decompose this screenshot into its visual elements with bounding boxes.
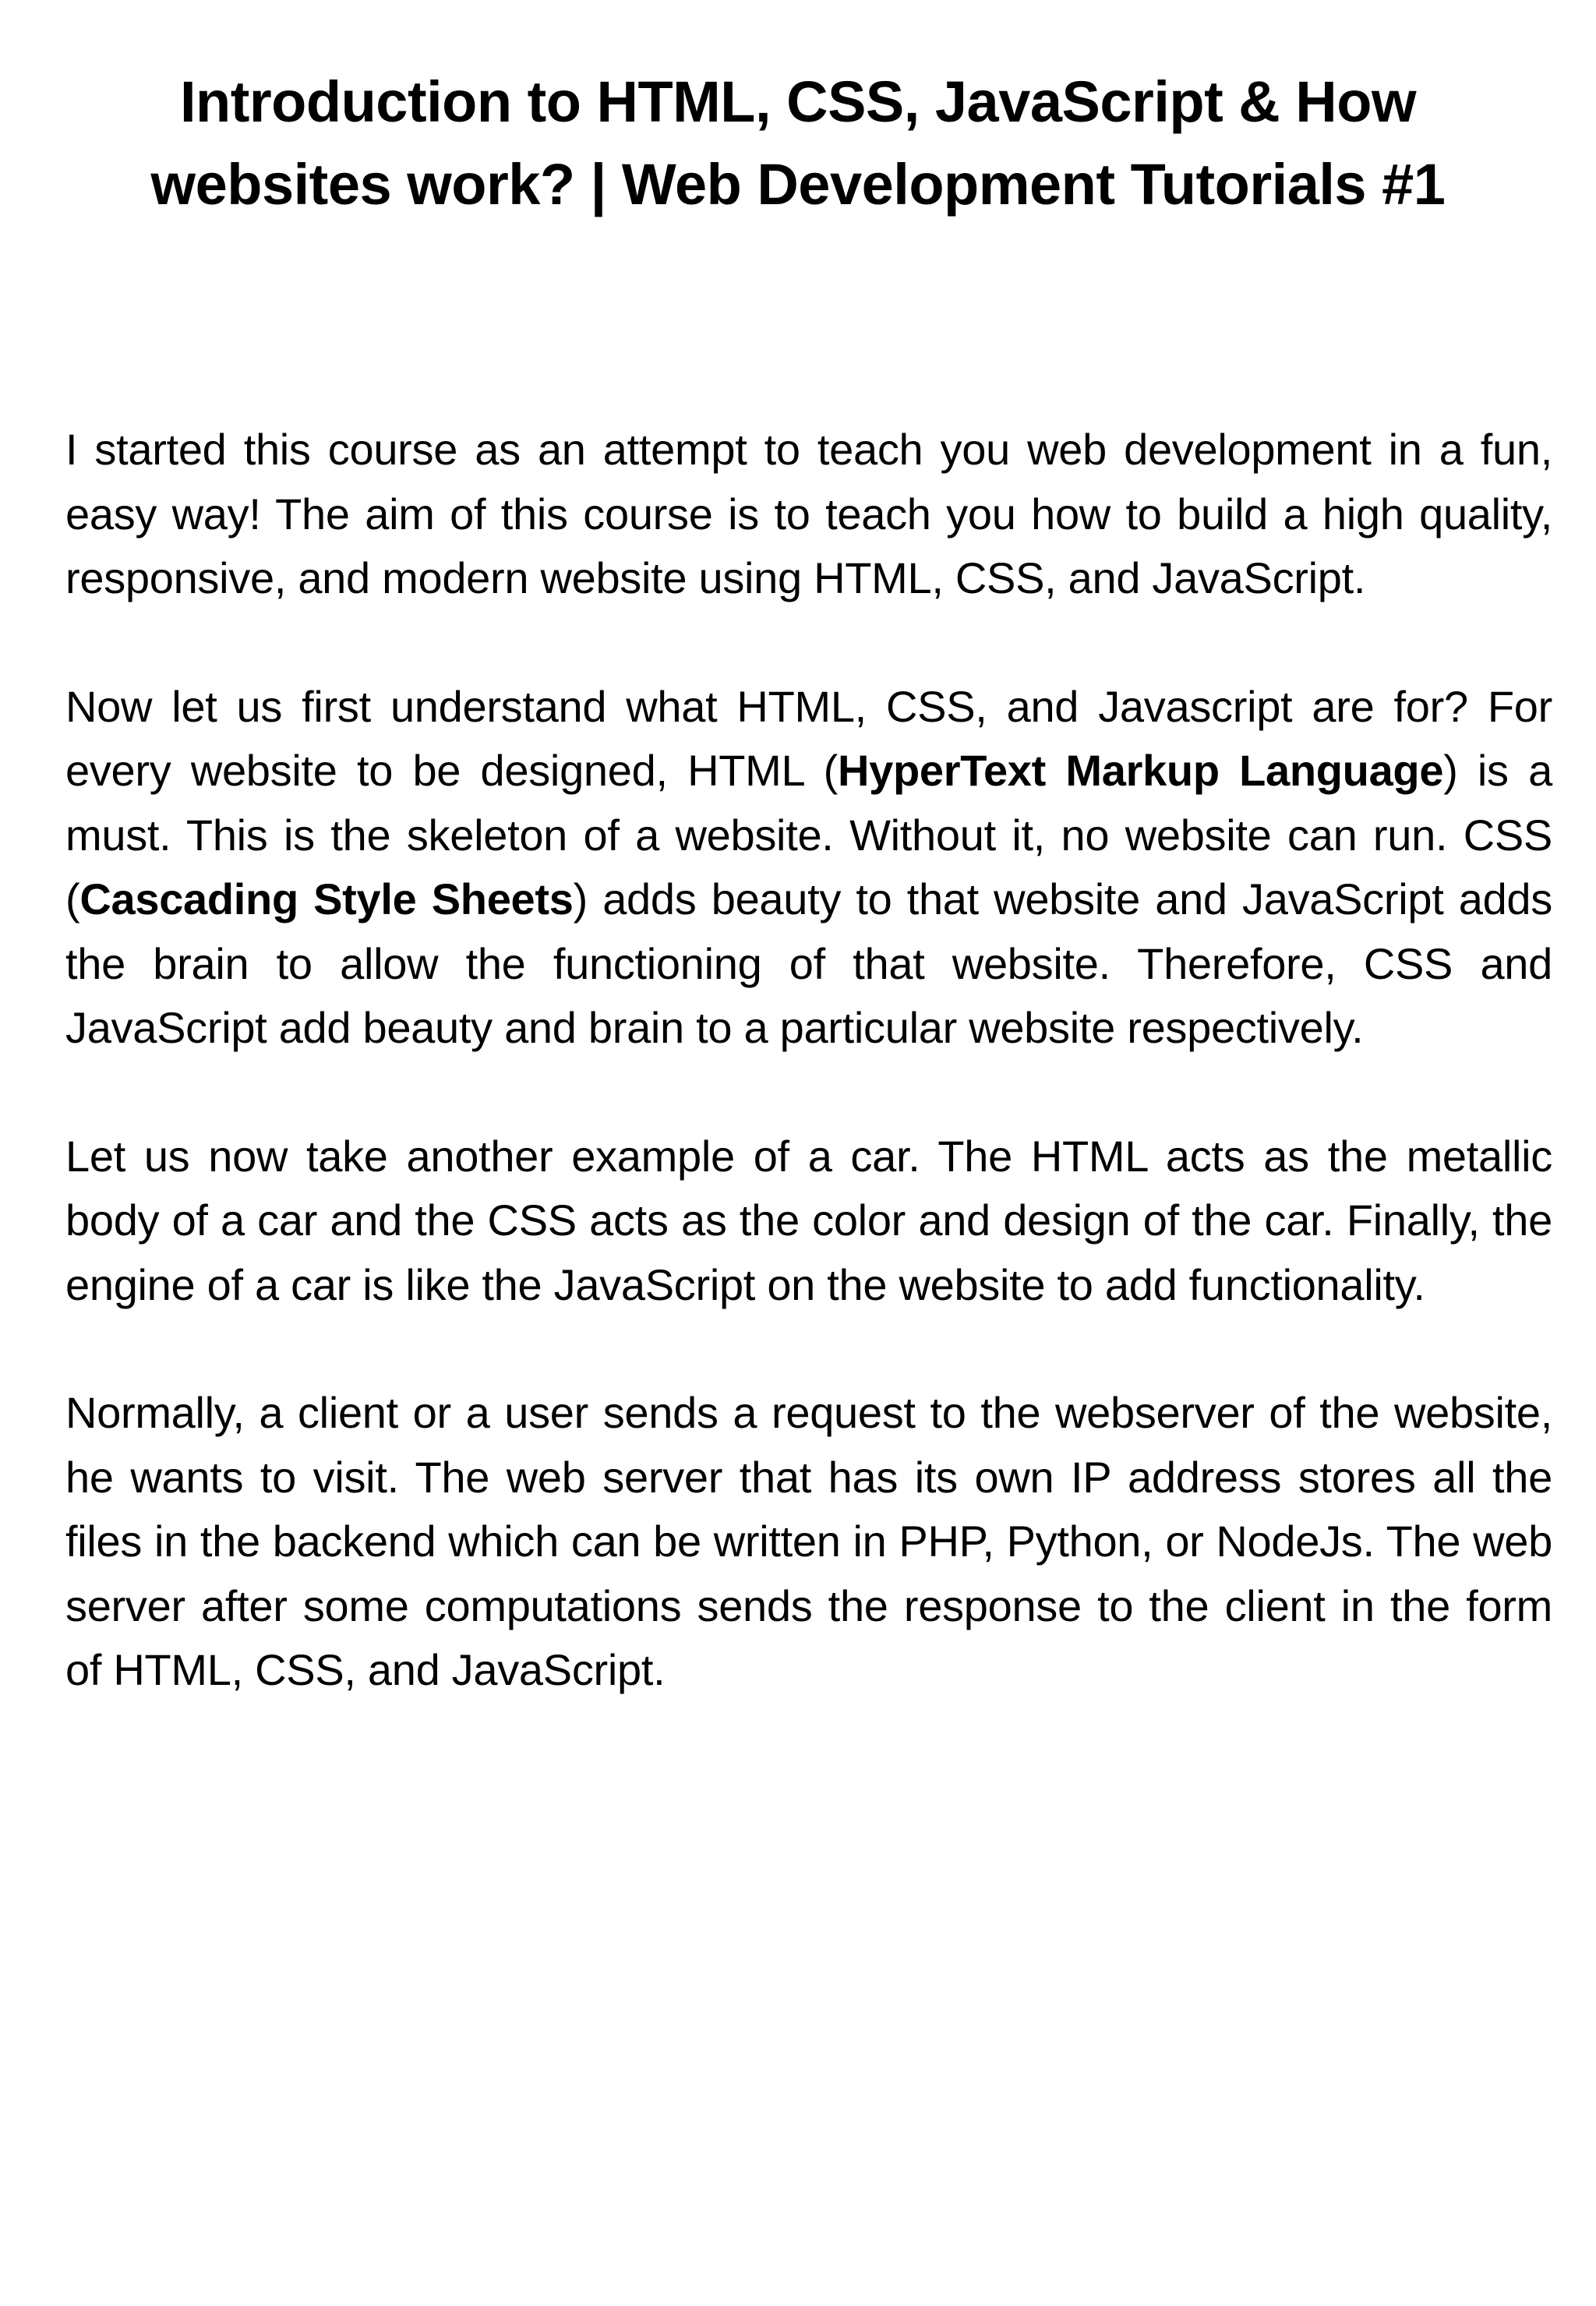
paragraph-text: Now let us first understand what HTML, CSS, and Javascript are for? For every website to be designed, HTML ( xyxy=(65,681,1552,795)
page-title: Introduction to HTML, CSS, JavaScript & How websites work? | Web Development Tutorials #1 xyxy=(150,69,1446,217)
paragraph-intro: I started this course as an attempt to teach you web development in a fun, easy way! The aim of this course is to teach you how to build a high quality, responsive, and modern website using HTML, CSS, and JavaScript. xyxy=(65,425,1552,602)
article-body xyxy=(65,418,1552,1767)
bold-term-html: HyperText Markup Language xyxy=(837,746,1444,795)
paragraph-text: ) adds beauty to that website and JavaScript adds the brain to allow the functioning of that website. Therefore, CSS and JavaScript add beauty and brain to a particular website respectively. xyxy=(65,874,1552,1052)
bold-term-css: Cascading Style Sheets xyxy=(79,874,574,923)
paragraph-html-css-js xyxy=(65,675,1552,1061)
paragraph-car-example: Let us now take another example of a car. The HTML acts as the metallic body of a car and the CSS acts as the color and design of the car. Finally, the engine of a car is like the JavaScript on the website to add functionality. xyxy=(65,1131,1552,1309)
paragraph-text: ) is a must. This is the skeleton of a website. Without it, no website can run. CSS ( xyxy=(65,746,1552,923)
paragraph-client-server: Normally, a client or a user sends a request to the webserver of the website, he wants to visit. The web server that has its own IP address stores all the files in the backend which can be written in PHP, Python, or NodeJs. The web server after some computations sends the response to the client in the form of HTML, CSS, and JavaScript. xyxy=(65,1388,1552,1694)
